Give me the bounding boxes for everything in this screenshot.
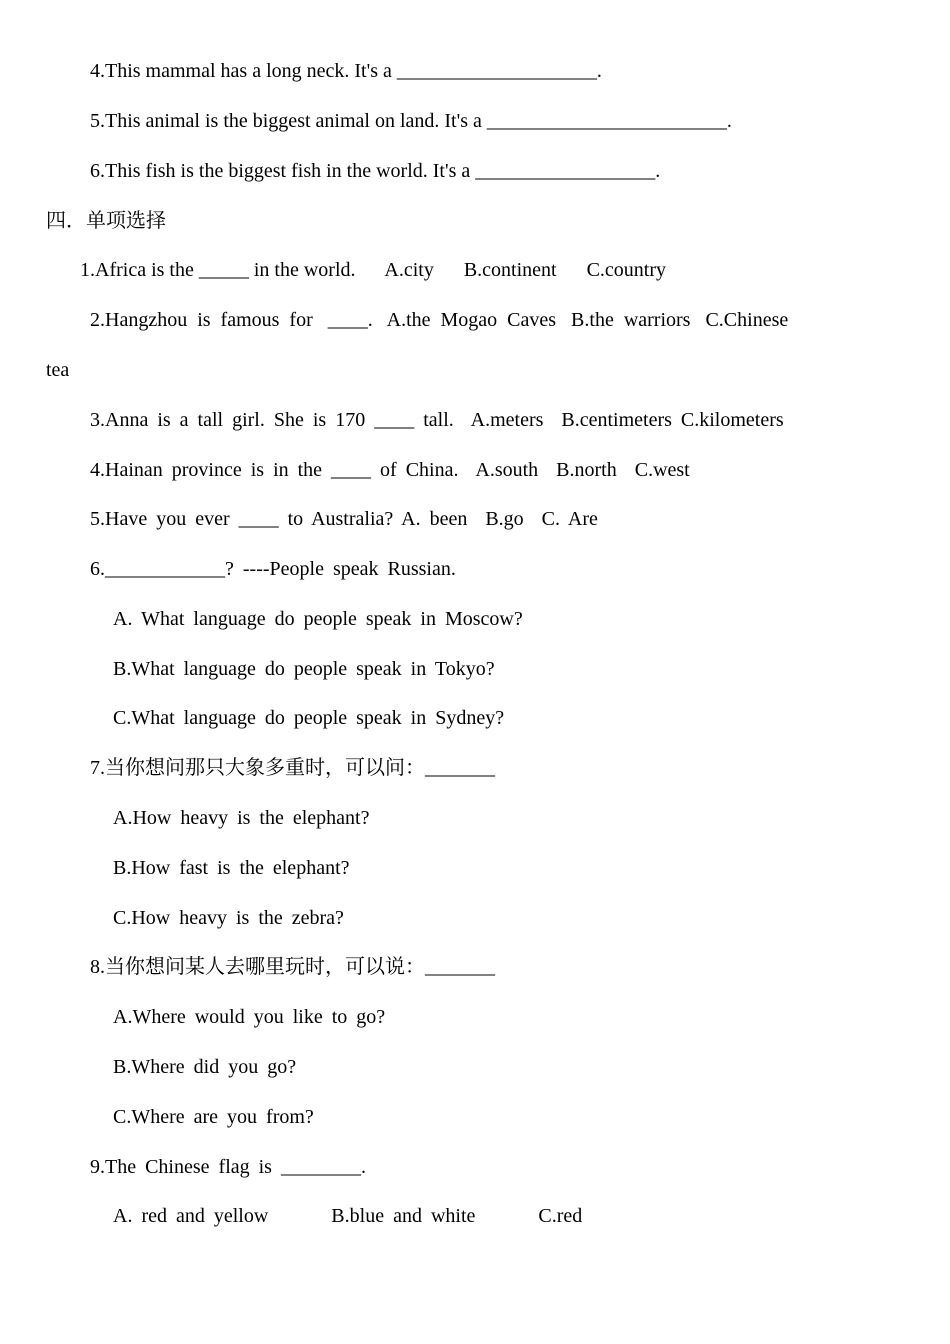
section-4-heading: 四．单项选择 [46, 210, 166, 232]
mc-question-3: 3.Anna is a tall girl. She is 170 ____ tall. A.meters B.centimeters C.kilometers [90, 409, 784, 431]
mc-question-8-option-a: A.Where would you like to go? [113, 1006, 386, 1028]
question-4-long-neck: 4.This mammal has a long neck. It's a ____________________. [90, 60, 602, 82]
mc-question-6: 6.____________? ----People speak Russian. [90, 558, 456, 580]
mc-question-9: 9.The Chinese flag is ________. [90, 1156, 366, 1178]
mc-question-7-option-c: C.How heavy is the zebra? [113, 907, 344, 929]
mc-question-8: 8.当你想问某人去哪里玩时，可以说：_______ [90, 956, 495, 978]
mc-question-1: 1.Africa is the _____ in the world. A.city B.continent C.country [80, 259, 667, 281]
mc-question-4: 4.Hainan province is in the ____ of China. A.south B.north C.west [90, 459, 690, 481]
question-6-biggest-fish: 6.This fish is the biggest fish in the world. It's a __________________. [90, 160, 661, 182]
mc-question-2-continued: tea [46, 359, 70, 381]
mc-question-5: 5.Have you ever ____ to Australia? A. been B.go C. Are [90, 508, 598, 530]
mc-question-6-option-b: B.What language do people speak in Tokyo? [113, 658, 495, 680]
mc-question-7-option-a: A.How heavy is the elephant? [113, 807, 370, 829]
mc-question-9-options: A. red and yellow B.blue and white C.red [113, 1205, 583, 1227]
mc-question-6-option-a: A. What language do people speak in Moscow? [113, 608, 523, 630]
mc-question-8-option-b: B.Where did you go? [113, 1056, 297, 1078]
mc-question-8-option-c: C.Where are you from? [113, 1106, 314, 1128]
mc-question-7-option-b: B.How fast is the elephant? [113, 857, 350, 879]
mc-question-2: 2.Hangzhou is famous for ____. A.the Mogao Caves B.the warriors C.Chinese [90, 309, 789, 331]
mc-question-6-option-c: C.What language do people speak in Sydney? [113, 707, 505, 729]
question-5-biggest-land-animal: 5.This animal is the biggest animal on land. It's a ________________________. [90, 110, 732, 132]
mc-question-7: 7.当你想问那只大象多重时，可以问：_______ [90, 757, 495, 779]
